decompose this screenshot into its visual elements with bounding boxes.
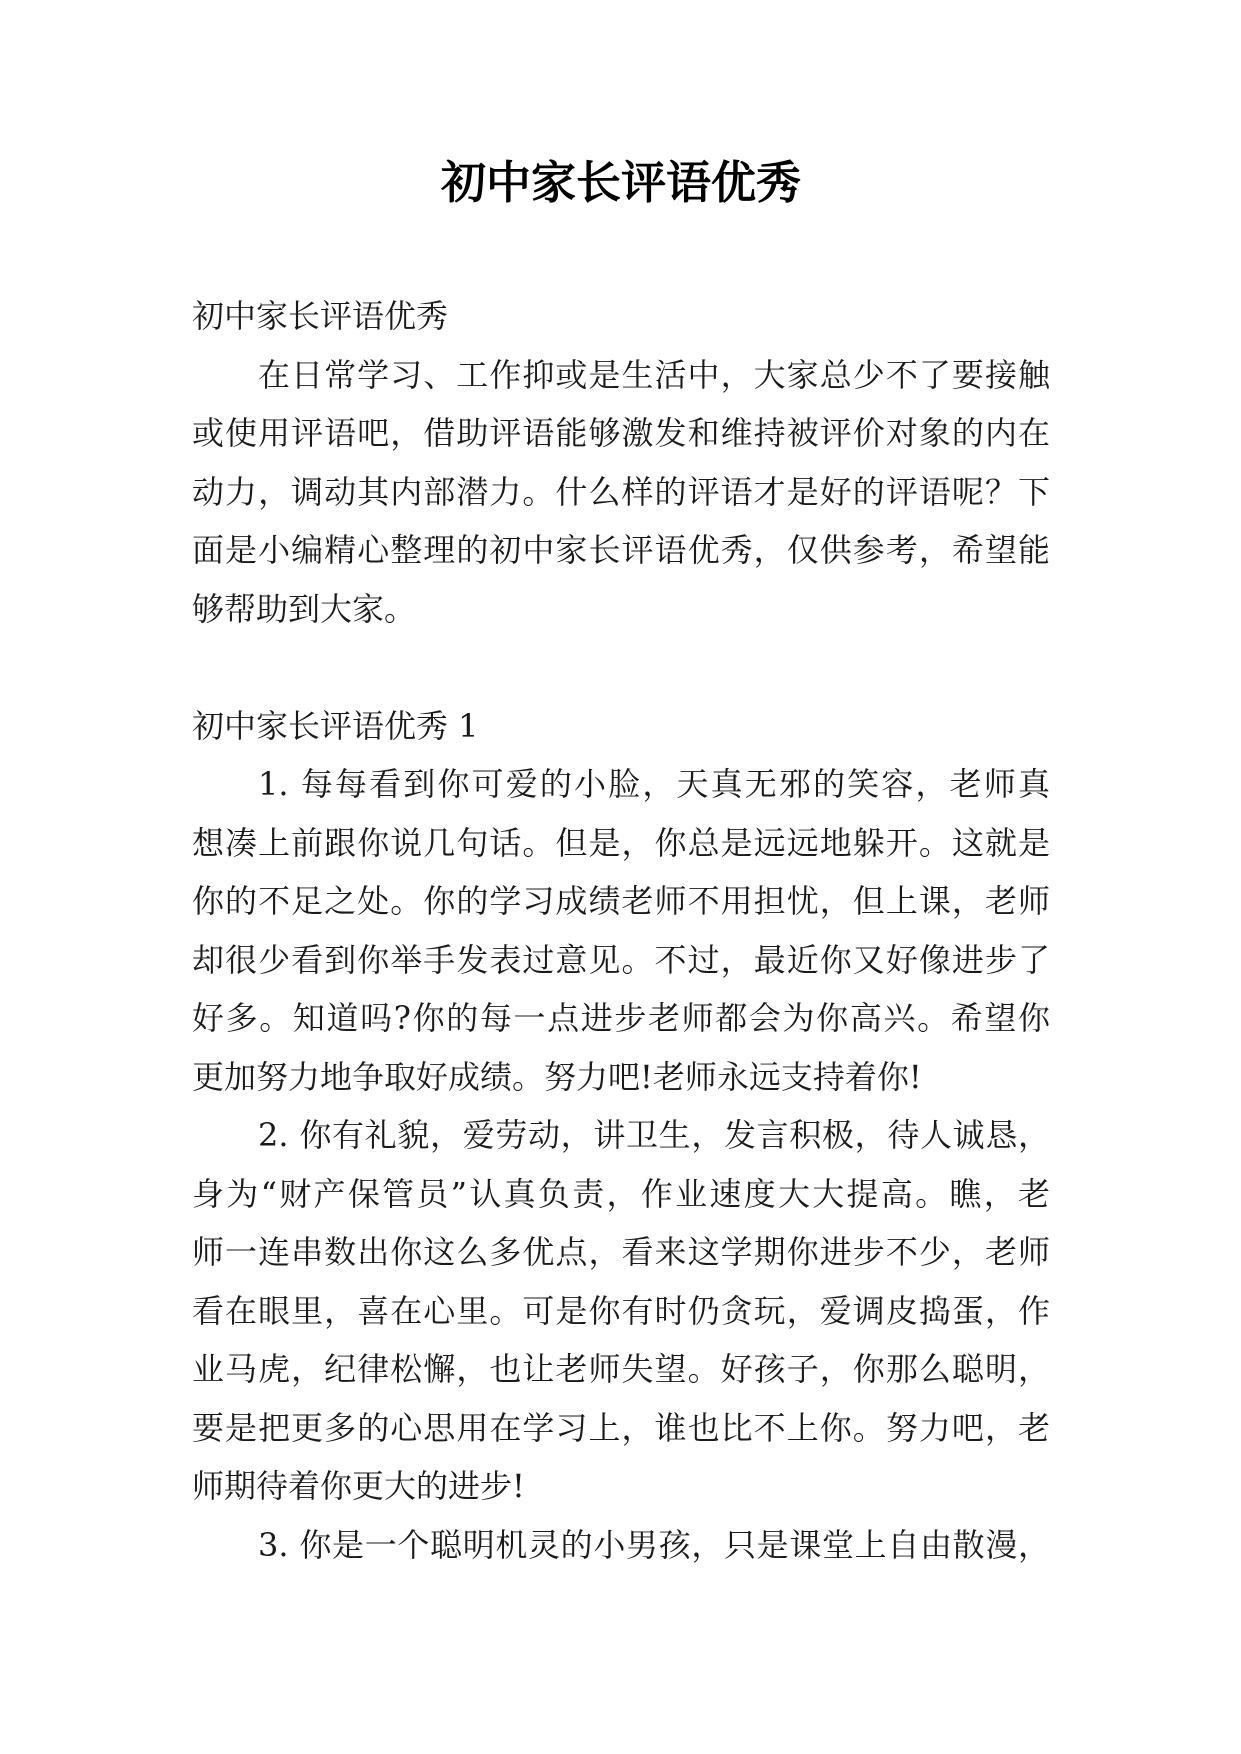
- intro-line: 够帮助到大家。: [192, 589, 417, 628]
- comment-line: 好多。知道吗?你的每一点进步老师都会为你高兴。希望你: [192, 999, 1050, 1037]
- comment-line: 却很少看到你举手发表过意见。不过，最近你又好像进步了: [192, 940, 1050, 979]
- comment-line: 更加努力地争取好成绩。努力吧!老师永远支持着你!: [192, 1057, 922, 1096]
- document-subtitle: 初中家长评语优秀: [192, 297, 449, 335]
- comment-line: 想凑上前跟你说几句话。但是，你总是远远地躲开。这就是: [192, 823, 1050, 862]
- comment-item-3: [192, 1516, 1050, 1575]
- comment-line: 看在眼里，喜在心里。可是你有时仍贪玩，爱调皮捣蛋，作: [192, 1291, 1050, 1330]
- intro-line: 在日常学习、工作抑或是生活中，大家总少不了要接触: [258, 355, 1050, 394]
- intro-paragraph: [192, 346, 1050, 639]
- section-heading: 初中家长评语优秀 1: [192, 706, 479, 745]
- comment-line: 师一连串数出你这么多优点，看来这学期你进步不少，老师: [192, 1233, 1050, 1271]
- comment-line: 身为“财产保管员”认真负责，作业速度大大提高。瞧，老: [192, 1174, 1050, 1213]
- comment-line: 你的不足之处。你的学习成绩老师不用担忧，但上课，老师: [192, 882, 1050, 920]
- comment-line: 2. 你有礼貌，爱劳动，讲卫生，发言积极，待人诚恳，: [258, 1116, 1050, 1154]
- intro-line: 或使用评语吧，借助评语能够激发和维持被评价对象的内在: [192, 414, 1050, 452]
- comment-line: 业马虎，纪律松懈，也让老师失望。好孩子，你那么聪明，: [192, 1350, 1050, 1388]
- document-body: [192, 154, 1050, 1574]
- comment-item-1: [192, 755, 1050, 1106]
- comment-item-2: [192, 1106, 1050, 1516]
- comment-line: 1. 每每看到你可爱的小脸，天真无邪的笑容，老师真: [258, 765, 1050, 803]
- intro-line: 面是小编精心整理的初中家长评语优秀，仅供参考，希望能: [192, 531, 1050, 569]
- comment-line: 要是把更多的心思用在学习上，谁也比不上你。努力吧，老: [192, 1408, 1050, 1447]
- comment-line: 3. 你是一个聪明机灵的小男孩，只是课堂上自由散漫，: [258, 1525, 1050, 1564]
- comment-line: 师期待着你更大的进步!: [192, 1467, 525, 1505]
- document-title: 初中家长评语优秀: [440, 156, 801, 209]
- intro-line: 动力，调动其内部潜力。什么样的评语才是好的评语呢？下: [192, 472, 1050, 511]
